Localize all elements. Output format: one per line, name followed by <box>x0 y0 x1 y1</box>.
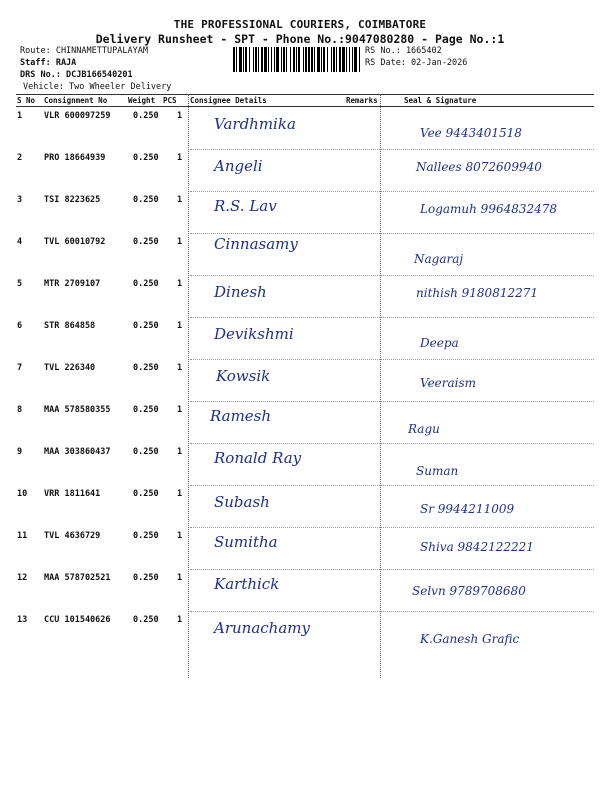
route-text: Route: CHINNAMETTUPALAYAM <box>20 46 148 56</box>
consignee-handwritten-name: Arunachamy <box>214 619 310 637</box>
consignee-handwritten-name: Ramesh <box>210 407 272 425</box>
row-sno: 5 <box>17 279 23 289</box>
row-pcs: 1 <box>177 279 183 289</box>
col-consignment: Consignment No <box>44 96 108 105</box>
table-row <box>16 485 594 527</box>
row-weight: 0.250 <box>133 111 159 121</box>
consignee-handwritten-name: Vardhmika <box>214 115 296 133</box>
signature-handwritten: Deepa <box>420 336 459 350</box>
row-pcs: 1 <box>177 447 183 457</box>
row-weight: 0.250 <box>133 489 159 499</box>
table-row <box>16 275 594 317</box>
row-sno: 13 <box>17 615 28 625</box>
consignee-handwritten-name: Sumitha <box>214 533 278 551</box>
row-weight: 0.250 <box>133 363 159 373</box>
row-sno: 6 <box>17 321 23 331</box>
row-sno: 11 <box>17 531 28 541</box>
row-separator <box>190 527 594 528</box>
col-seal: Seal & Signature <box>404 96 477 105</box>
rs-number: RS No.: 1665402 <box>365 46 442 56</box>
row-pcs: 1 <box>177 531 183 541</box>
signature-handwritten: nithish 9180812271 <box>416 286 539 300</box>
consignee-handwritten-name: Kowsik <box>216 367 271 385</box>
consignee-handwritten-name: Angeli <box>214 157 263 175</box>
signature-handwritten: Nallees 8072609940 <box>416 160 542 174</box>
runsheet-subtitle: Delivery Runsheet - SPT - Phone No.:9047080280 - Page No.:1 <box>95 32 505 46</box>
row-weight: 0.250 <box>133 615 159 625</box>
vehicle-text: Vehicle: Two Wheeler Delivery <box>23 82 172 92</box>
row-pcs: 1 <box>177 153 183 163</box>
row-consignment-no: CCU 101540626 <box>44 615 111 625</box>
signature-handwritten: Nagaraj <box>414 252 464 266</box>
row-consignment-no: TVL 226340 <box>44 363 96 373</box>
row-sno: 8 <box>17 405 23 415</box>
row-sno: 7 <box>17 363 23 373</box>
rs-date: RS Date: 02-Jan-2026 <box>365 58 468 68</box>
row-consignment-no: TVL 60010792 <box>44 237 106 247</box>
consignee-handwritten-name: Karthick <box>214 575 280 593</box>
signature-handwritten: Sr 9944211009 <box>420 502 515 516</box>
row-separator <box>190 569 594 570</box>
row-consignment-no: TVL 4636729 <box>44 531 101 541</box>
table-row <box>16 107 594 149</box>
row-weight: 0.250 <box>133 237 159 247</box>
row-consignment-no: STR 864858 <box>44 321 96 331</box>
row-consignment-no: MAA 578702521 <box>44 573 111 583</box>
row-weight: 0.250 <box>133 573 159 583</box>
row-separator <box>190 401 594 402</box>
row-weight: 0.250 <box>133 405 159 415</box>
table-row <box>16 401 594 443</box>
row-consignment-no: VRR 1811641 <box>44 489 101 499</box>
row-weight: 0.250 <box>133 279 159 289</box>
table-row <box>16 569 594 611</box>
row-pcs: 1 <box>177 573 183 583</box>
col-sno: S No <box>17 96 36 105</box>
signature-handwritten: Logamuh 9964832478 <box>420 202 558 216</box>
table-row <box>16 527 594 569</box>
drs-number: DRS No.: DCJB166540201 <box>20 70 133 80</box>
consignee-handwritten-name: Ronald Ray <box>214 449 302 467</box>
row-separator <box>190 485 594 486</box>
row-sno: 10 <box>17 489 28 499</box>
table-row <box>16 233 594 275</box>
row-sno: 3 <box>17 195 23 205</box>
table-row <box>16 149 594 191</box>
signature-handwritten: Selvn 9789708680 <box>412 584 526 598</box>
row-sno: 9 <box>17 447 23 457</box>
col-remarks: Remarks <box>346 96 378 105</box>
consignee-handwritten-name: R.S. Lav <box>214 197 277 215</box>
table-row <box>16 317 594 359</box>
row-separator <box>190 275 594 276</box>
row-separator <box>190 233 594 234</box>
row-consignment-no: MTR 2709107 <box>44 279 101 289</box>
signature-handwritten: Vee 9443401518 <box>420 126 522 140</box>
row-sno: 12 <box>17 573 28 583</box>
row-consignment-no: MAA 578580355 <box>44 405 111 415</box>
company-title: THE PROFESSIONAL COURIERS, COIMBATORE <box>173 18 427 31</box>
row-separator <box>190 149 594 150</box>
col-pcs: PCS <box>163 96 177 105</box>
row-separator <box>190 611 594 612</box>
consignee-handwritten-name: Dinesh <box>214 283 267 301</box>
row-pcs: 1 <box>177 111 183 121</box>
col-weight: Weight <box>128 96 156 105</box>
consignee-handwritten-name: Cinnasamy <box>214 235 298 253</box>
row-pcs: 1 <box>177 615 183 625</box>
row-sno: 2 <box>17 153 23 163</box>
signature-handwritten: Veeraism <box>420 376 477 390</box>
row-consignment-no: TSI 8223625 <box>44 195 101 205</box>
row-pcs: 1 <box>177 363 183 373</box>
consignee-handwritten-name: Subash <box>214 493 270 511</box>
row-consignment-no: PRO 18664939 <box>44 153 106 163</box>
table-row <box>16 191 594 233</box>
signature-handwritten: Shiva 9842122221 <box>420 540 534 554</box>
row-pcs: 1 <box>177 195 183 205</box>
consignee-handwritten-name: Devikshmi <box>214 325 294 343</box>
row-consignment-no: VLR 600097259 <box>44 111 111 121</box>
col-consignee: Consignee Details <box>190 96 267 105</box>
row-separator <box>190 359 594 360</box>
row-weight: 0.250 <box>133 153 159 163</box>
row-sno: 4 <box>17 237 23 247</box>
row-consignment-no: MAA 303860437 <box>44 447 111 457</box>
row-weight: 0.250 <box>133 321 159 331</box>
row-pcs: 1 <box>177 237 183 247</box>
row-weight: 0.250 <box>133 447 159 457</box>
staff-text: Staff: RAJA <box>20 58 77 68</box>
row-pcs: 1 <box>177 405 183 415</box>
signature-handwritten: Suman <box>416 464 459 478</box>
row-pcs: 1 <box>177 489 183 499</box>
row-separator <box>190 443 594 444</box>
row-weight: 0.250 <box>133 531 159 541</box>
row-weight: 0.250 <box>133 195 159 205</box>
header-rule-top <box>16 94 594 95</box>
row-pcs: 1 <box>177 321 183 331</box>
signature-handwritten: Ragu <box>408 422 440 436</box>
table-row <box>16 443 594 485</box>
row-separator <box>190 191 594 192</box>
signature-handwritten: K.Ganesh Grafic <box>420 632 520 646</box>
barcode-icon <box>233 47 361 72</box>
row-separator <box>190 317 594 318</box>
table-row <box>16 611 594 653</box>
table-row <box>16 359 594 401</box>
row-sno: 1 <box>17 111 23 121</box>
